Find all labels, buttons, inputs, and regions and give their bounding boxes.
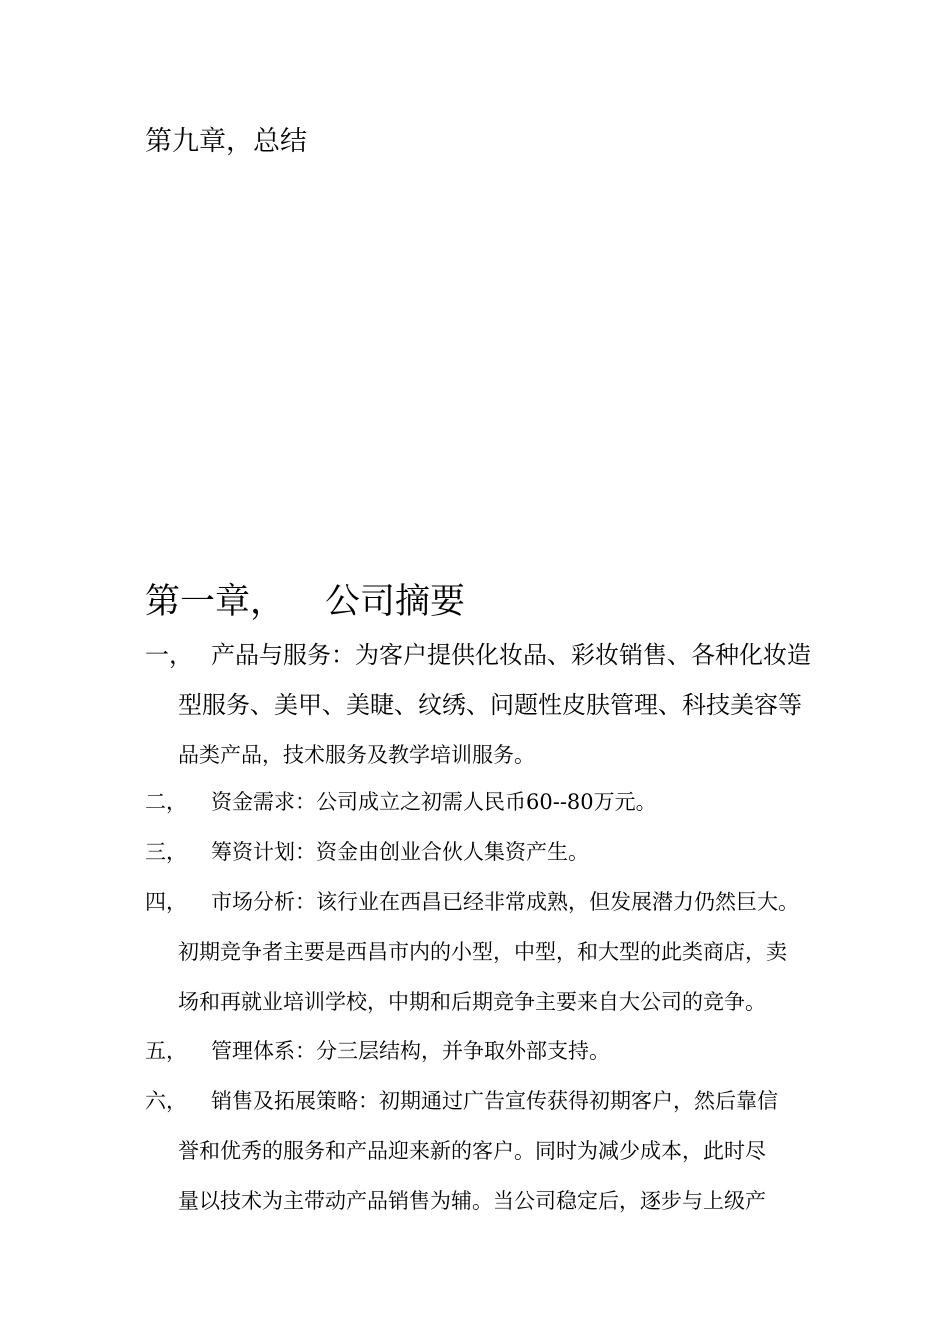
list-item-line: 资金需求：公司成立之初需人民币60--80万元。 — [211, 790, 657, 814]
chapter-heading — [145, 578, 465, 626]
list-item-line: 初期竞争者主要是西昌市内的小型，中型，和大型的此类商店，卖 — [178, 940, 787, 964]
list-item-number: 六， — [145, 1089, 187, 1113]
list-item-6 — [145, 1076, 825, 1226]
chapter-heading-prefix: 第一章， — [145, 582, 286, 622]
list-item-line: 量以技术为主带动产品销售为辅。当公司稳定后，逐步与上级产 — [178, 1189, 766, 1213]
list-item-line: 管理体系：分三层结构，并争取外部支持。 — [211, 1039, 610, 1063]
list-item-2 — [145, 777, 825, 827]
list-item-number: 四， — [145, 890, 187, 914]
list-item-line: 场和再就业培训学校，中期和后期竞争主要来自大公司的竞争。 — [178, 990, 766, 1014]
list-item-4 — [145, 877, 825, 1027]
chapter-heading-title: 公司摘要 — [325, 582, 466, 622]
list-item-number: 二， — [145, 790, 187, 814]
list-item-5 — [145, 1026, 825, 1076]
list-item-line: 筹资计划：资金由创业合伙人集资产生。 — [211, 840, 589, 864]
previous-chapter-heading: 第九章，总结 — [145, 126, 307, 157]
list-item-number: 五， — [145, 1039, 187, 1063]
list-item-line: 誉和优秀的服务和产品迎来新的客户。同时为减少成本，此时尽 — [178, 1139, 766, 1163]
list-item-3 — [145, 827, 825, 877]
list-item-number: 一， — [145, 641, 193, 669]
list-item-line: 产品与服务：为客户提供化妆品、彩妆销售、各种化妆造 — [211, 641, 811, 669]
list-item-number: 三， — [145, 840, 187, 864]
list-item-line: 型服务、美甲、美睫、纹绣、问题性皮肤管理、科技美容等 — [178, 691, 802, 719]
list-item-line: 销售及拓展策略：初期通过广告宣传获得初期客户，然后靠信 — [211, 1089, 778, 1113]
list-item-line: 市场分析：该行业在西昌已经非常成熟，但发展潜力仍然巨大。 — [211, 890, 799, 914]
list-item-1 — [145, 630, 825, 780]
list-item-line: 品类产品，技术服务及教学培训服务。 — [178, 743, 535, 767]
